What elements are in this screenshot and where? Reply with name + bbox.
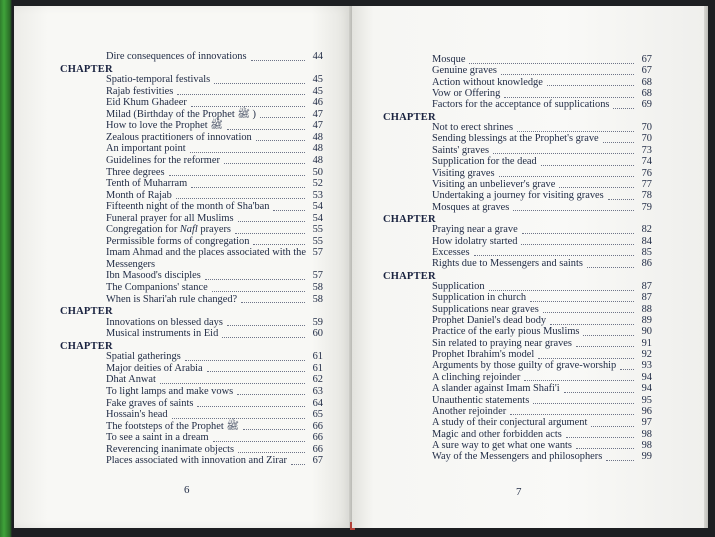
toc-entry[interactable] xyxy=(0,122,715,134)
toc-entry-title: Guidelines for the reformer xyxy=(106,154,220,166)
toc-entry[interactable] xyxy=(0,395,715,407)
toc-page-number: 70 xyxy=(641,133,652,145)
toc-page-number: 52 xyxy=(312,178,323,190)
toc-page-number: 91 xyxy=(641,337,652,349)
toc-entry-title: Saints' graves xyxy=(432,144,489,156)
toc-page-number: 84 xyxy=(641,235,652,247)
toc-page-number: 62 xyxy=(312,374,323,386)
chapter-heading: CHAPTER xyxy=(383,270,436,282)
toc-page-number: 48 xyxy=(312,131,323,143)
toc-page-number: 89 xyxy=(641,315,652,327)
toc-page-number: 95 xyxy=(641,394,652,406)
toc-page-number: 61 xyxy=(312,362,323,374)
chapter-heading: CHAPTER xyxy=(60,306,113,318)
toc-page-number: 48 xyxy=(312,143,323,155)
toc-entry-title: Mosques at graves xyxy=(432,201,510,213)
toc-entry-title: A clinching rejoinder xyxy=(432,371,521,383)
toc-page-number: 54 xyxy=(312,212,323,224)
dot-leader xyxy=(517,131,634,132)
toc-entry-title: Sin related to praying near graves xyxy=(432,337,572,349)
toc-page-number: 48 xyxy=(312,154,323,166)
toc-entry-title: To see a saint in a dream xyxy=(106,432,209,444)
right-page-number: 7 xyxy=(516,486,522,498)
toc-entry[interactable] xyxy=(0,406,715,418)
dot-leader xyxy=(501,74,634,75)
toc-entry-title: Magic and other forbidden acts xyxy=(432,428,562,440)
toc-page-number: 98 xyxy=(641,439,652,451)
dot-leader xyxy=(530,301,634,302)
toc-entry[interactable] xyxy=(0,281,715,293)
toc-entry[interactable] xyxy=(0,440,715,452)
toc-page-number: 44 xyxy=(312,51,323,62)
toc-page-number: 63 xyxy=(312,385,323,397)
toc-entry-title: Reverencing inanimate objects xyxy=(106,443,235,455)
toc-page-number: 60 xyxy=(312,328,323,340)
dot-leader xyxy=(538,358,634,359)
toc-entry-title: Hossain's head xyxy=(106,409,168,421)
toc-entry[interactable] xyxy=(0,451,715,463)
toc-page-number: 58 xyxy=(312,282,323,293)
toc-page-number: 98 xyxy=(641,428,652,440)
toc-entry[interactable] xyxy=(0,372,715,384)
toc-entry-title: Practice of the early pious Muslims xyxy=(432,326,580,338)
toc-page-number: 78 xyxy=(641,190,652,202)
toc-entry-title: Dhat Anwat xyxy=(106,374,156,386)
toc-page-number: 68 xyxy=(641,88,652,100)
toc-entry[interactable] xyxy=(0,304,715,316)
toc-entry-title: Supplication for the dead xyxy=(432,156,537,168)
toc-page-number: 68 xyxy=(641,76,652,88)
toc-entry-title: Arguments by those guilty of grave-worship xyxy=(432,360,617,372)
toc-entry-title: Funeral prayer for all Muslims xyxy=(106,212,234,224)
toc-entry-title: Ibn Masood's disciples xyxy=(106,270,201,282)
toc-entry-title: Imam Ahmad and the places associated with the xyxy=(106,247,306,259)
toc-entry[interactable] xyxy=(0,417,715,429)
toc-entry-title: Supplication xyxy=(432,281,485,292)
toc-page-number: 88 xyxy=(641,303,652,315)
toc-entry-title: Month of Rajab xyxy=(106,189,172,201)
toc-entry-title: A slander against Imam Shafi'i xyxy=(432,383,560,395)
toc-entry-title: Undertaking a journey for visiting graves xyxy=(432,190,604,202)
dot-leader xyxy=(541,165,634,166)
toc-entry-title: Messengers xyxy=(106,258,156,270)
toc-page-number: 76 xyxy=(641,167,652,179)
toc-entry-title: How idolatry started xyxy=(432,235,518,247)
toc-entry[interactable] xyxy=(0,258,715,270)
toc-page-number: 45 xyxy=(312,74,323,86)
toc-page-number: 67 xyxy=(312,455,323,467)
toc-entry-title: Genuine graves xyxy=(432,65,497,77)
toc-entry-title: Not to erect shrines xyxy=(432,122,514,134)
toc-page-number: 58 xyxy=(312,293,323,305)
toc-page-number: 90 xyxy=(641,326,652,338)
toc-page-number: 55 xyxy=(312,235,323,247)
toc-page-number: 65 xyxy=(312,409,323,421)
toc-page-number: 57 xyxy=(312,270,323,282)
toc-entry-title: Rajab festivities xyxy=(106,85,174,97)
toc-entry-title: Zealous practitioners of innovation xyxy=(106,131,252,143)
toc-entry-title: Spatial gatherings xyxy=(106,351,181,363)
toc-entry[interactable] xyxy=(0,65,715,77)
toc-entry-title: Fifteenth night of the month of Sha'ban xyxy=(106,201,270,213)
toc-page-number: 94 xyxy=(641,383,652,395)
toc-entry-title: When is Shari'ah rule changed? xyxy=(106,293,238,305)
dot-leader xyxy=(524,380,634,381)
toc-page-number: 73 xyxy=(641,144,652,156)
toc-page-number: 87 xyxy=(641,292,652,304)
toc-page-number: 87 xyxy=(641,281,652,292)
toc-page-number: 94 xyxy=(641,371,652,383)
toc-page-number: 82 xyxy=(641,224,652,236)
toc-entry[interactable] xyxy=(0,383,715,395)
toc-page-number: 99 xyxy=(641,451,652,463)
left-page-number: 6 xyxy=(184,484,190,496)
toc-entry[interactable] xyxy=(0,190,715,202)
dot-leader xyxy=(513,210,634,211)
toc-page-number: 64 xyxy=(312,397,323,409)
toc-page-number: 97 xyxy=(641,417,652,429)
toc-entry-title: Vow or Offering xyxy=(432,88,501,100)
toc-entry[interactable] xyxy=(0,315,715,327)
toc-entry[interactable] xyxy=(0,429,715,441)
toc-entry-title: How to love the Prophet ﷺ xyxy=(106,120,223,132)
toc-page-number: 66 xyxy=(312,420,323,432)
dot-leader xyxy=(205,279,305,280)
toc-page-number: 61 xyxy=(312,351,323,363)
toc-entry[interactable] xyxy=(0,338,715,350)
toc-page-number: 53 xyxy=(312,189,323,201)
toc-entry-title: A sure way to get what one wants xyxy=(432,439,572,451)
toc-entry-title: Visiting an unbeliever's grave xyxy=(432,178,556,190)
toc-entry-title: Factors for the acceptance of supplications xyxy=(432,99,610,111)
toc-entry[interactable] xyxy=(0,156,715,168)
dot-leader xyxy=(521,244,634,245)
chapter-heading: CHAPTER xyxy=(60,63,113,75)
dot-leader xyxy=(533,403,634,404)
dot-leader xyxy=(522,233,634,234)
toc-entry-title: Visiting graves xyxy=(432,167,495,179)
toc-entry-title: Supplication in church xyxy=(432,292,527,304)
toc-entry[interactable] xyxy=(0,236,715,248)
toc-entry[interactable] xyxy=(0,349,715,361)
toc-page-number: 67 xyxy=(641,65,652,77)
toc-page-number: 85 xyxy=(641,246,652,258)
toc-page-number: 59 xyxy=(312,316,323,328)
toc-page-number: 55 xyxy=(312,224,323,236)
toc-page-number: 92 xyxy=(641,349,652,361)
toc-entry-title: Tenth of Muharram xyxy=(106,178,188,190)
toc-entry-title: Dire consequences of innovations xyxy=(106,51,247,62)
toc-page-number: 47 xyxy=(312,108,323,120)
toc-page-number: 69 xyxy=(641,99,652,111)
toc-entry[interactable] xyxy=(0,99,715,111)
toc-entry[interactable] xyxy=(0,202,715,214)
toc-entry-title: Sending blessings at the Prophet's grave xyxy=(432,133,599,145)
toc-entry[interactable] xyxy=(0,292,715,304)
chapter-heading: CHAPTER xyxy=(383,111,436,123)
toc-entry-title: The Companions' stance xyxy=(106,282,208,293)
toc-entry-title: Permissible forms of congregation xyxy=(106,235,250,247)
toc-entry-title: Supplications near graves xyxy=(432,303,539,315)
chapter-heading: CHAPTER xyxy=(383,213,436,225)
toc-entry-title: To light lamps and make vows xyxy=(106,385,234,397)
toc-page-number: 54 xyxy=(312,201,323,213)
dot-leader xyxy=(493,153,634,154)
toc-entry-title: Spatio-temporal festivals xyxy=(106,74,211,86)
dot-leader xyxy=(547,85,634,86)
toc-entry-title: Fake graves of saints xyxy=(106,397,194,409)
toc-entry-title: Three degrees xyxy=(106,166,165,178)
toc-page-number: 74 xyxy=(641,156,652,168)
toc-page-number: 66 xyxy=(312,432,323,444)
dot-leader xyxy=(543,312,634,313)
toc-entry[interactable] xyxy=(0,247,715,259)
dot-leader xyxy=(469,63,634,64)
toc-entry-title: Musical instruments in Eid xyxy=(106,328,219,340)
toc-entry[interactable] xyxy=(0,133,715,145)
toc-entry[interactable] xyxy=(0,179,715,191)
toc-entry-title: The footsteps of the Prophet ﷺ xyxy=(106,420,239,432)
toc-entry[interactable] xyxy=(0,168,715,180)
toc-entry-title: Action without knowledge xyxy=(432,76,543,88)
toc-page-number: 79 xyxy=(641,201,652,213)
toc-page-number: 57 xyxy=(312,247,323,259)
toc-page-number: 86 xyxy=(641,258,652,270)
toc-entry[interactable] xyxy=(0,224,715,236)
toc-page-number: 77 xyxy=(641,178,652,190)
toc-entry[interactable] xyxy=(0,360,715,372)
toc-entry-title: Praying near a grave xyxy=(432,224,518,236)
toc-entry-title: Prophet Ibrahim's model xyxy=(432,349,535,361)
toc-entry[interactable] xyxy=(0,85,715,100)
toc-page-number: 66 xyxy=(312,443,323,455)
dot-leader xyxy=(510,414,634,415)
toc-entry-title: Major deities of Arabia xyxy=(106,362,203,374)
toc-entry-title: Places associated with innovation and Zirar xyxy=(106,455,287,467)
toc-page-number: 46 xyxy=(312,97,323,109)
toc-page-number: 50 xyxy=(312,166,323,178)
dot-leader xyxy=(474,255,634,256)
toc-entry-title: A study of their conjectural argument xyxy=(432,417,588,429)
toc-entry[interactable] xyxy=(0,326,715,338)
toc-entry[interactable] xyxy=(0,145,715,157)
toc-page-number: 96 xyxy=(641,405,652,417)
toc-entry[interactable] xyxy=(0,213,715,225)
toc-entry-title: Prophet Daniel's dead body xyxy=(432,315,547,327)
toc-page-number: 67 xyxy=(641,54,652,65)
toc-entry-title: Eid Khum Ghadeer xyxy=(106,97,187,109)
toc-entry-title: Congregation for Nafl prayers xyxy=(106,224,231,236)
toc-entry-title: Mosque xyxy=(432,54,466,65)
chapter-heading: CHAPTER xyxy=(60,340,113,352)
toc-entry-title: Excesses xyxy=(432,246,470,258)
toc-entry-title: Rights due to Messengers and saints xyxy=(432,258,583,270)
toc-page-number: 70 xyxy=(641,122,652,134)
toc-entry-title: Milad (Birthday of the Prophet ﷺ ) xyxy=(106,108,256,120)
toc-entry[interactable] xyxy=(0,77,715,89)
toc-entry[interactable] xyxy=(0,54,715,66)
dot-leader xyxy=(504,97,634,98)
toc-page-number: 45 xyxy=(312,85,323,97)
toc-entry-title: Way of the Messengers and philosophers xyxy=(432,451,603,463)
toc-entry-title: An important point xyxy=(106,143,186,155)
toc-page-number: 47 xyxy=(312,120,323,132)
dot-leader xyxy=(489,290,634,291)
toc-page-number: 93 xyxy=(641,360,652,372)
dot-leader xyxy=(499,176,634,177)
toc-entry-title: Innovations on blessed days xyxy=(106,316,223,328)
toc-entry-title: Unauthentic statements xyxy=(432,394,530,406)
toc-entry-title: Another rejoinder xyxy=(432,405,507,417)
